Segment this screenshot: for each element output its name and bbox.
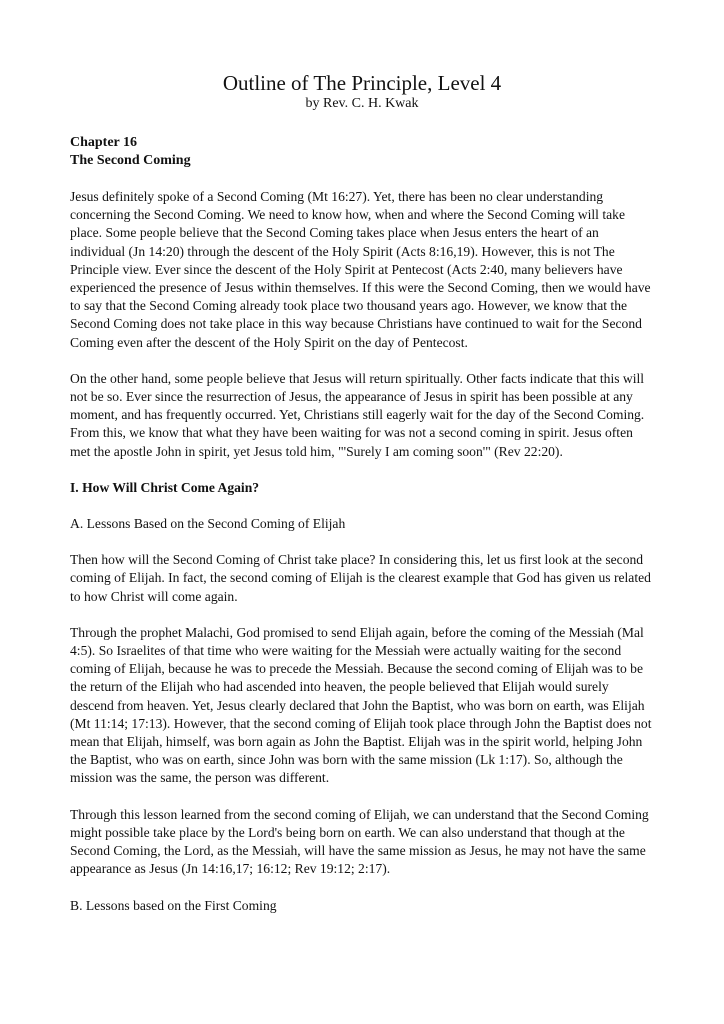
body-paragraph: Through the prophet Malachi, God promised to send Elijah again, before the coming of the Messiah (Mal 4:5). So Israelites of that time who were waiting for the Messiah were actually waiting for the second coming of Elijah, because he was to precede the Messiah. Because the second coming of Elijah was to be the return of the Elijah who had ascended into heaven, the people believed that Elijah would surely descend from heaven. Yet, Jesus clearly declared that John the Baptist, who was born on earth, was Elijah (Mt 11:14; 17:13). However, that the second coming of Elijah took place through John the Baptist does not mean that Elijah, himself, was born again as John the Baptist. Elijah was in the spirit world, helping John the Baptist, who was on earth, since John was born with the same mission (Lk 1:17). So, although the mission was the same, the person was different. <box>70 624 652 786</box>
subsection-heading: A. Lessons Based on the Second Coming of Elijah <box>70 516 346 532</box>
body-paragraph: Then how will the Second Coming of Christ take place? In considering this, let us first look at the second coming of Elijah. In fact, the second coming of Elijah is the clearest example that God has given us related to how Christ will come again. <box>70 552 651 604</box>
intro-paragraph: On the other hand, some people believe that Jesus will return spiritually. Other facts indicate that this will not be so. Ever since the resurrection of Jesus, the appearance of Jesus in spirit has been possible at any moment, and has frequently occurred. Yet, Christians still eagerly wait for the day of the Second Coming. From this, we know that what they have been waiting for was not a second coming in spirit. Jesus often met the apostle John in spirit, yet Jesus told him, "'Surely I am coming soon'" (Rev 22:20). <box>70 370 645 459</box>
document-title: Outline of The Principle, Level 4 <box>222 71 502 95</box>
author-byline: by Rev. C. H. Kwak <box>305 96 419 111</box>
subsection-heading: B. Lessons based on the First Coming <box>70 897 277 913</box>
chapter-number: Chapter 16 <box>70 135 138 150</box>
section-heading: I. How Will Christ Come Again? <box>70 479 260 495</box>
intro-paragraph: Jesus definitely spoke of a Second Coming (Mt 16:27). Yet, there has been no clear understanding concerning the Second Coming. We need to know how, when and where the Second Coming will take place. Some people believe that the Second Coming takes place when Jesus enters the heart of an individual (Jn 14:20) through the descent of the Holy Spirit (Acts 8:16,19). However, this is not The Principle view. Ever since the descent of the Holy Spirit at Pentecost (Acts 2:40, many believers have experienced the presence of Jesus within themselves. If this were the Second Coming, then we would have to say that the Second Coming already took place two thousand years ago. However, we know that the Second Coming does not take place in this way because Christians have continued to wait for the Second Coming even after the descent of the Holy Spirit on the day of Pentecost. <box>70 189 651 350</box>
body-paragraph: Through this lesson learned from the second coming of Elijah, we can understand that the Second Coming might possible take place by the Lord's being born on earth. We can also understand that though at the Second Coming, the Lord, as the Messiah, will have the same mission as Jesus, he may not have the same appearance as Jesus (Jn 14:16,17; 16:12; Rev 19:12; 2:17). <box>70 806 649 877</box>
chapter-title: The Second Coming <box>70 153 191 168</box>
chapter-heading <box>70 134 654 170</box>
